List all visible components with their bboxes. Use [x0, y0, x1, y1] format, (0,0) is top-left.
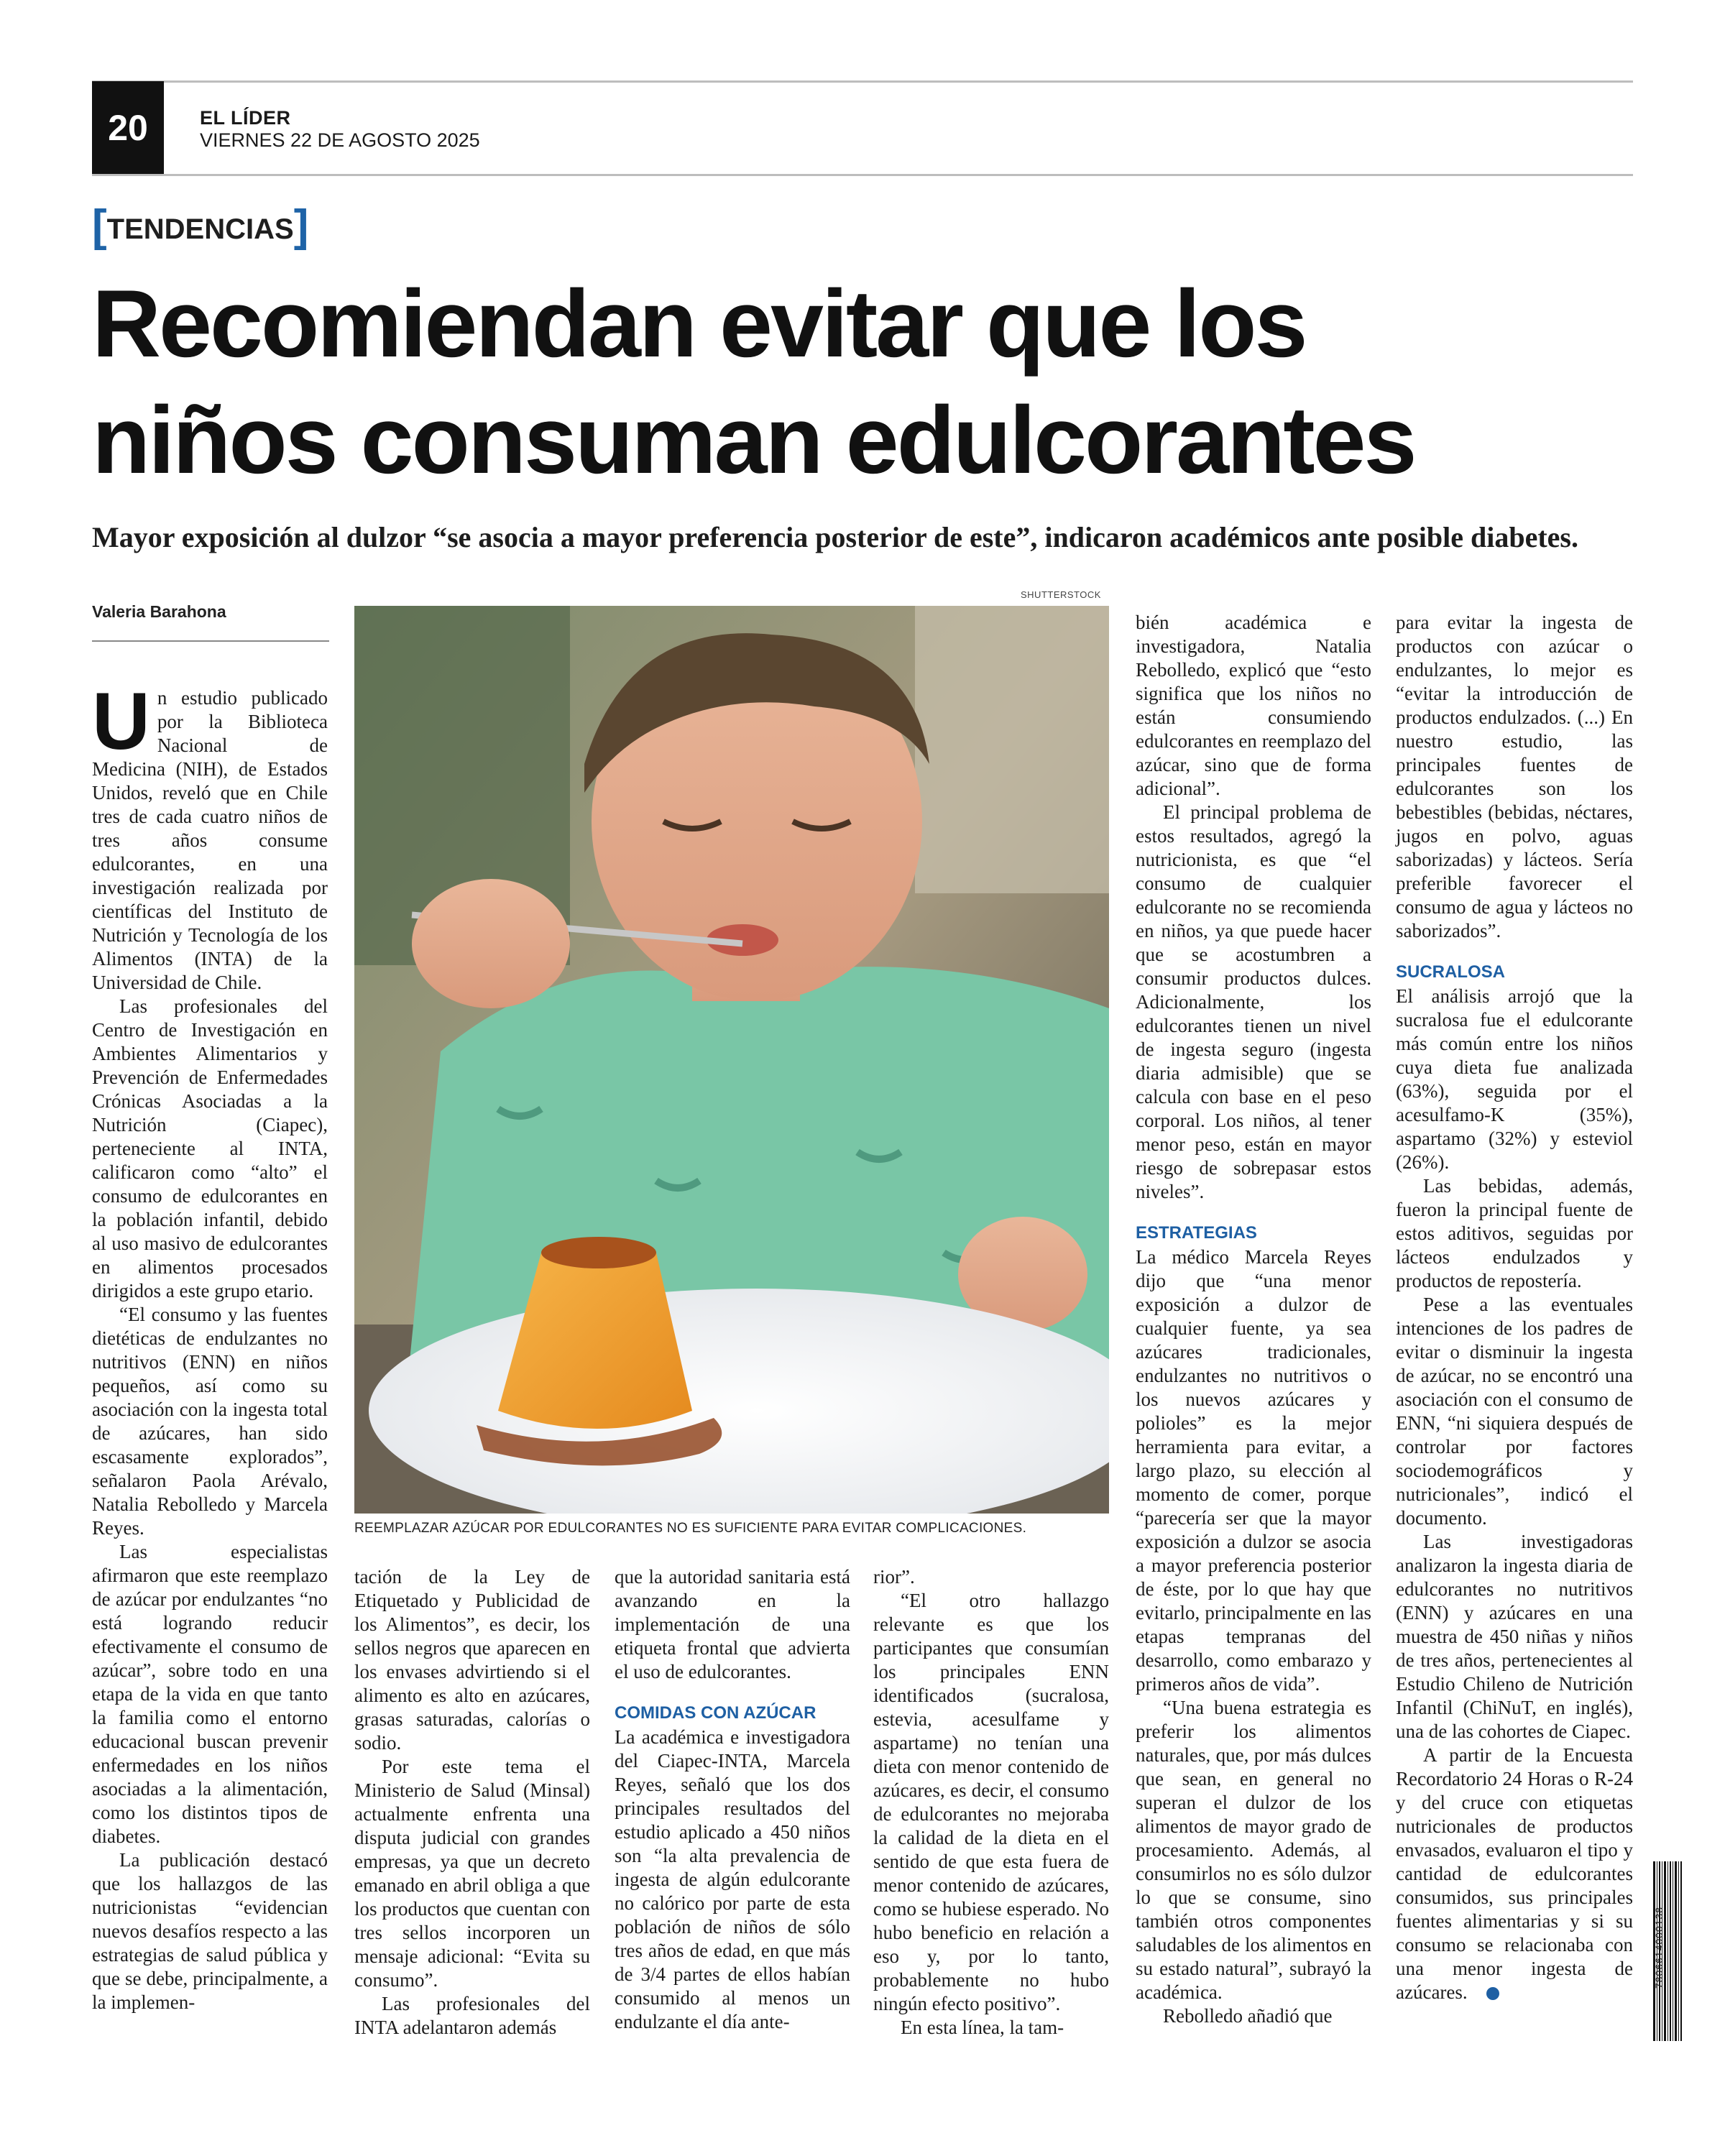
paragraph: “Una buena estrategia es preferir los alimentos naturales, que, por más dulces que sean, en general no superan el dulzor de los alimentos de mayor grado de procesamiento. Además, al consumirlos no es sólo dulzor lo que se consume, sino también otros componentes saludables de los alimentos en su estado natural”, subrayó la académica.	[1136, 1697, 1371, 2003]
newspaper-name: EL LÍDER	[200, 107, 291, 129]
paragraph: Las profesionales del INTA adelantaron además	[354, 1993, 590, 2038]
headline-line-2: niños consuman edulcorantes	[92, 387, 1415, 494]
barcode-digits: 7806614000138	[1653, 1906, 1665, 1989]
subhead: COMIDAS CON AZÚCAR	[615, 1703, 816, 1723]
article-photo	[354, 606, 1109, 1514]
article-column-5	[1136, 611, 1371, 2028]
paragraph	[92, 676, 328, 995]
byline: Valeria Barahona	[92, 602, 329, 642]
deck: Mayor exposición al dulzor “se asocia a mayor preferencia posterior de este”, indicaron académicos ante posible diabetes.	[92, 521, 1578, 553]
paragraph-text: n estudio publicado por la Biblioteca Nacional de Medicina (NIH), de Estados Unidos, reveló que en Chile tres de cada cuatro niños de tres años consume edulcorantes, en una investigación realizada por científicas del Instituto de Nutrición y Tecnología de los Alimentos (INTA) de la Universidad de Chile.	[92, 687, 328, 993]
barcode	[1653, 1861, 1682, 2041]
paragraph: “El otro hallazgo relevante es que los participantes que consumían los principales ENN identificados (sucralosa, estevia, acesulfame y aspartame) no tenían una dieta con menor contenido de azúcares, es decir, el consumo de edulcorantes no mejoraba la calidad de la dieta en el sentido de que esta fuera de menor contenido de azúcares, como se hubiese esperado. No hubo beneficio en relación a eso y, por lo tanto, probablemente no hubo ningún efecto positivo”.	[873, 1590, 1109, 2014]
paragraph: Las bebidas, además, fueron la principal fuente de estos aditivos, seguidas por lácteos endulzados y productos de repostería.	[1396, 1175, 1633, 1291]
article-column-3	[615, 1565, 850, 2034]
subhead: SUCRALOSA	[1396, 962, 1506, 982]
paragraph: tación de la Ley de Etiquetado y Publicidad de los Alimentos”, es decir, los sellos negros que aparecen en los envases advirtiendo si el alimento es alto en azúcares, grasas saturadas, calorías o sodio.	[354, 1566, 590, 1754]
paragraph: En esta línea, la tam-	[901, 2017, 1064, 2038]
section-tag	[92, 201, 308, 254]
article-column-2	[354, 1565, 590, 2040]
masthead	[200, 108, 480, 152]
issue-date: VIERNES 22 DE AGOSTO 2025	[200, 129, 480, 151]
child-eating-flan-illustration	[354, 606, 1109, 1514]
paragraph: bién académica e investigadora, Natalia Rebolledo, explicó que “esto significa que los niños no están consumiendo edulcorantes en reemplazo del azúcar, sino que de forma adicional”.	[1136, 612, 1371, 799]
paragraph: que la autoridad sanitaria está avanzando en la implementación de una etiqueta frontal que advierta el uso de edulcorantes.	[615, 1566, 850, 1682]
paragraph: La académica e investigadora del Ciapec-INTA, Marcela Reyes, señaló que los dos principales resultados del estudio aplicado a 450 niños son “la alta prevalencia de ingesta de algún edulcorante no calórico por parte de esta población de niños de sólo tres años de edad, en que más de 3/4 partes de ellos habían consumido al menos un endulzante el día ante-	[615, 1726, 850, 2032]
article-column-4	[873, 1565, 1109, 2040]
subhead: ESTRATEGIAS	[1136, 1223, 1257, 1243]
paragraph: Pese a las eventuales intenciones de los padres de evitar o disminuir la ingesta de azúcar, no se encontró una asociación con el consumo de ENN, “ni siquiera después de controlar por factores sociodemográficos y nutricionales”, indicó el documento.	[1396, 1294, 1633, 1529]
headline-line-1: Recomiendan evitar que los	[92, 271, 1306, 377]
top-rule	[92, 80, 1633, 83]
drop-cap: U	[92, 676, 150, 766]
article-column-6	[1396, 611, 1633, 2004]
paragraph: “El consumo y las fuentes dietéticas de endulzantes no nutritivos (ENN) en niños pequeños, así como su asociación con la ingesta total de azúcares, han sido escasamente explorados”, señalaron Paola Arévalo, Natalia Rebolledo y Marcela Reyes.	[92, 1304, 328, 1539]
bracket-right: ]	[293, 201, 309, 251]
paragraph: La publicación destacó que los hallazgos de las nutricionistas “evidencian nuevos desafíos respecto a las estrategias de salud pública y que se debe, principalmente, a la implemen-	[92, 1849, 328, 2013]
page-number: 20	[92, 81, 164, 175]
section-label: TENDENCIAS	[106, 213, 294, 245]
paragraph: Rebolledo añadió que	[1163, 2005, 1333, 2027]
paragraph: Las investigadoras analizaron la ingesta diaria de edulcorantes no nutritivos (ENN) y azúcares en una muestra de 450 niñas y niños de tres años, pertenecientes al Estudio Chileno de Nutrición Infantil (ChiNuT, en inglés), una de las cohortes de Ciapec.	[1396, 1531, 1633, 1742]
paragraph	[1396, 1743, 1633, 2004]
end-mark-icon	[1486, 1987, 1499, 2000]
paragraph-text: A partir de la Encuesta Recordatorio 24 Horas o R-24 y del cruce con etiquetas nutricionales de productos envasados, evaluaron el tipo y cantidad de edulcorantes consumidos, sus principales fuentes alimentarias y si su consumo se relacionaba con una menor ingesta de azúcares.	[1396, 1744, 1633, 2003]
paragraph: La médico Marcela Reyes dijo que “una menor exposición a dulzor de cualquier fuente, ya sea azúcares tradicionales, endulzantes no nutritivos o los nuevos azúcares y polioles” es la mejor herramienta para evitar, a largo plazo, su elección al momento de comer, porque “parecería ser que la mayor exposición a dulzor se asocia a mayor preferencia posterior de éste, por lo que hay que evitarlo, principalmente en las etapas tempranas del desarrollo, como embarazo y primeros años de vida”.	[1136, 1246, 1371, 1695]
article-column-1	[92, 676, 328, 2014]
paragraph: Por este tema el Ministerio de Salud (Minsal) actualmente enfrenta una disputa judicial con grandes empresas, ya que un decreto emanado en abril obliga a que los productos que cuentan con tres sellos incorporen un mensaje adicional: “Evita su consumo”.	[354, 1756, 590, 1991]
headline	[92, 266, 1637, 499]
paragraph: Las especialistas afirmaron que este reemplazo de azúcar por endulzantes “no está logrando reducir efectivamente el consumo de azúcar”, sobre todo en una etapa de la vida en que tanto la familia como el entorno educacional buscan prevenir enfermedades en los niños asociadas a la alimentación, como los distintos tipos de diabetes.	[92, 1541, 328, 1847]
photo-caption: REEMPLAZAR AZÚCAR POR EDULCORANTES NO ES SUFICIENTE PARA EVITAR COMPLICACIONES.	[354, 1521, 1027, 1536]
paragraph: para evitar la ingesta de productos con azúcar o endulzantes, lo mejor es “evitar la introducción de productos endulzados. (...) En nuestro estudio, las principales fuentes de edulcorantes son los bebestibles (bebidas, néctares, jugos en polvo, aguas saborizadas) y lácteos. Sería preferible favorecer el consumo de agua y lácteos no saborizados”.	[1396, 612, 1633, 941]
paragraph: rior”.	[873, 1566, 915, 1588]
paragraph: El análisis arrojó que la sucralosa fue el edulcorante más común entre los niños cuya dieta fue analizada (63%), seguida por el acesulfamo-K (35%), aspartamo (32%) y esteviol (26%).	[1396, 985, 1633, 1173]
header-bottom-rule	[92, 174, 1633, 176]
photo-credit: SHUTTERSTOCK	[1021, 589, 1101, 600]
paragraph: El principal problema de estos resultados, agregó la nutricionista, es que “el consumo de cualquier edulcorante no se recomienda en niños, ya que puede hacer que se acostumbren a consumir productos dulces. Adicionalmente, los edulcorantes tienen un nivel de ingesta seguro (ingesta diaria admisible) que se calcula con base en el peso corporal. Los niños, al tener menor peso, están en mayor riesgo de sobrepasar estos niveles”.	[1136, 801, 1371, 1202]
paragraph: Las profesionales del Centro de Investigación en Ambientes Alimentarios y Prevención de Enfermedades Crónicas Asociadas a la Nutrición (Ciapec), perteneciente al INTA, calificaron como “alto” el consumo de edulcorantes en la población infantil, debido al uso masivo de edulcorantes en alimentos procesados dirigidos a este grupo etario.	[92, 995, 328, 1302]
bracket-left: [	[92, 201, 107, 251]
